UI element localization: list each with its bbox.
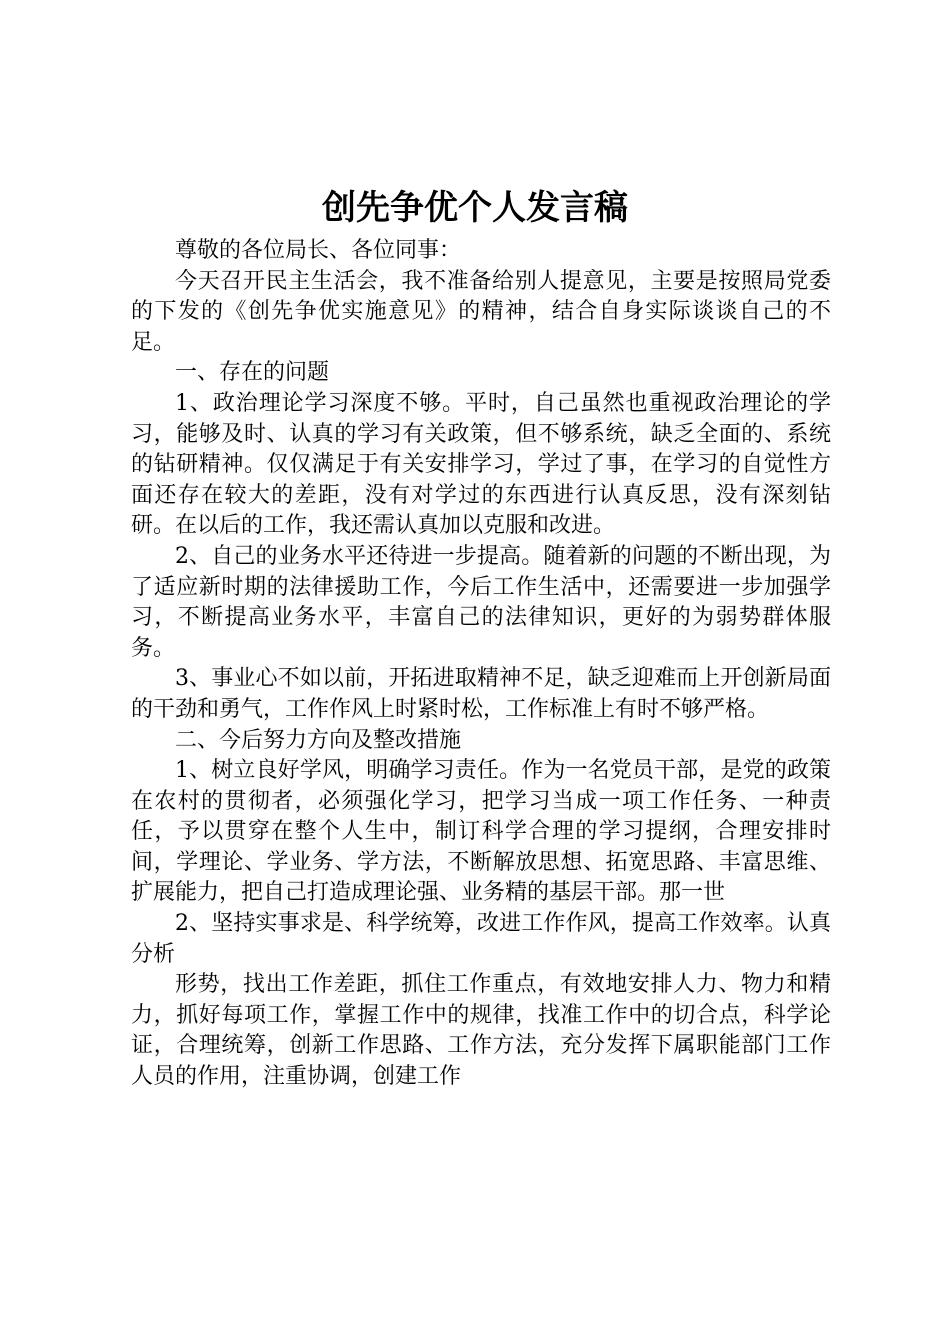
intro-paragraph: 今天召开民主生活会，我不准备给别人提意见，主要是按照局党委的下发的《创先争优实施意见》的精神，结合自身实际谈谈自己的不足。 [131,268,831,355]
measure-item-2-continued: 形势，找出工作差距，抓住工作重点，有效地安排人力、物力和精力，抓好每项工作，掌握工作中的规律，找准工作中的切合点，科学论证，合理统筹，创新工作思路、工作方法，充分发挥下属职能部门工作人员的作用，注重协调，创建工作 [131,972,831,1090]
document-title: 创先争优个人发言稿 [322,188,628,228]
problem-item-2: 2、自己的业务水平还待进一步提高。随着新的问题的不断出现，为了适应新时期的法律援助工作，今后工作生活中，还需要进一步加强学习，不断提高业务水平，丰富自己的法律知识，更好的为弱势群体服务。 [131,543,831,661]
section-heading-measures: 二、今后努力方向及整改措施 [175,727,462,753]
salutation: 尊敬的各位局长、各位同事： [175,238,462,263]
section-heading-problems: 一、存在的问题 [175,360,330,386]
measure-item-2: 2、坚持实事求是、科学统筹，改进工作作风，提高工作效率。认真分析 [131,911,831,967]
problem-item-1: 1、政治理论学习深度不够。平时，自己虽然也重视政治理论的学习，能够及时、认真的学习有关政策，但不够系统，缺乏全面的、系统的钻研精神。仅仅满足于有关安排学习，学过了事，在学习的自觉性方面还存在较大的差距，没有对学过的东西进行认真反思，没有深刻钻研。在以后的工作，我还需认真加以克服和改进。 [131,390,831,539]
problem-item-3: 3、事业心不如以前，开拓进取精神不足，缺乏迎难而上开创新局面的干劲和勇气，工作作风上时紧时松，工作标准上有时不够严格。 [131,666,831,722]
document-body [131,236,831,1093]
measure-item-1: 1、树立良好学风，明确学习责任。作为一名党员干部，是党的政策在农村的贯彻者，必须强化学习，把学习当成一项工作任务、一种责任，予以贯穿在整个人生中，制订科学合理的学习提纲，合理安排时间，学理论、学业务、学方法，不断解放思想、拓宽思路、丰富思维、扩展能力，把自己打造成理论强、业务精的基层干部。那一世 [131,758,831,906]
